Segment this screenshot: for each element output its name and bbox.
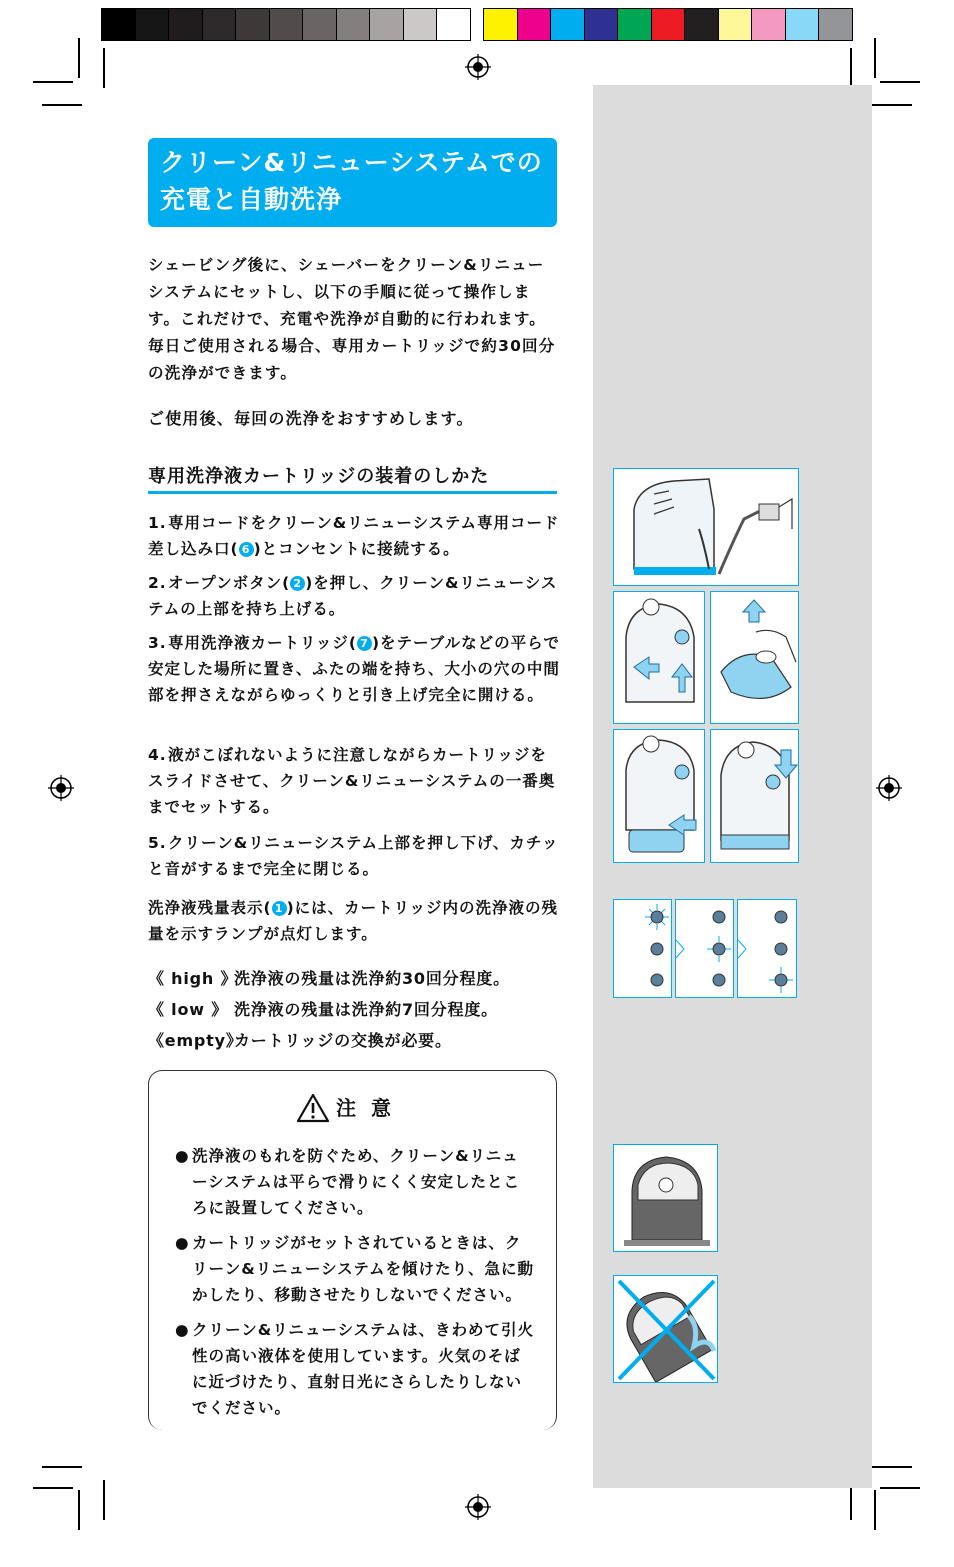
gray-swatch <box>369 8 404 41</box>
step-1 <box>148 510 560 562</box>
step-text: )とコンセントに接続する。 <box>253 540 460 558</box>
level-high <box>148 966 510 989</box>
color-swatch <box>517 8 552 41</box>
crop-mark <box>78 38 80 78</box>
level-tag: 《 high 》 <box>148 969 238 988</box>
level-tag: 《empty》 <box>148 1031 243 1050</box>
step-number: 1. <box>148 514 167 532</box>
bullet-icon: ● <box>175 1234 190 1252</box>
gray-swatch <box>403 8 438 41</box>
level-text: カートリッジの交換が必要。 <box>234 1031 452 1050</box>
gray-swatch <box>235 8 270 41</box>
color-swatch <box>550 8 585 41</box>
recommend-text: ご使用後、毎回の洗浄をおすすめします。 <box>148 409 474 428</box>
color-swatch <box>651 8 686 41</box>
color-swatch <box>584 8 619 41</box>
step-text: オープンボタン( <box>168 574 291 592</box>
gray-swatch <box>101 8 136 41</box>
crop-mark <box>33 1487 73 1489</box>
step-5 <box>148 830 560 882</box>
crop-mark <box>33 81 73 83</box>
registration-mark-icon <box>48 775 74 801</box>
crop-mark <box>42 1466 82 1468</box>
level-tag: 《 low 》 <box>148 1000 228 1019</box>
gray-swatch <box>436 8 471 41</box>
indicator-text: 洗浄液残量表示( <box>148 899 272 917</box>
figure-close-lid <box>710 729 799 863</box>
warning-triangle-icon <box>296 1093 330 1123</box>
caution-item <box>175 1143 535 1221</box>
bullet-icon: ● <box>175 1147 190 1165</box>
figure-open-lid <box>613 591 705 724</box>
level-empty <box>148 1028 452 1051</box>
indicator-empty-panel <box>737 899 797 998</box>
color-swatch <box>617 8 652 41</box>
color-swatch <box>785 8 820 41</box>
gray-swatch <box>302 8 337 41</box>
caution-item <box>175 1230 535 1308</box>
step-2 <box>148 570 560 622</box>
reference-number-badge: 7 <box>357 636 372 651</box>
figure-stable-placement <box>613 1144 718 1252</box>
crop-mark <box>103 1480 105 1520</box>
reference-number-badge: 6 <box>239 542 254 557</box>
caution-item-text: クリーン&リニューシステムは、きわめて引火性の高い液体を使用しています。火気のそばに近づけたり、直射日光にさらしたりしないでください。 <box>192 1321 535 1417</box>
figure-no-tilting <box>613 1275 718 1383</box>
crop-mark <box>880 1487 920 1489</box>
indicator-text: )には、カートリッジ内の洗浄液の残量を示すランプが点灯します。 <box>148 899 559 943</box>
bullet-icon: ● <box>175 1321 190 1339</box>
page-title-line2: 充電と自動洗浄 <box>160 185 343 214</box>
page-title <box>148 138 557 227</box>
registration-mark-icon <box>876 775 902 801</box>
intro-paragraph: シェービング後に、シェーバーをクリーン&リニューシステムにセットし、以下の手順に従って操作します。これだけで、充電や洗浄が自動的に行われます。毎日ご使用される場合、専用カートリッジで約30回分の洗浄ができます。 <box>148 256 556 382</box>
registration-mark-icon <box>465 1494 491 1520</box>
level-text: 洗浄液の残量は洗浄約7回分程度。 <box>234 1000 498 1019</box>
crop-mark <box>850 48 852 88</box>
crop-mark <box>874 1490 876 1530</box>
caution-item-text: 洗浄液のもれを防ぐため、クリーン&リニューシステムは平らで滑りにくく安定したところに設置してください。 <box>192 1147 520 1217</box>
crop-mark <box>872 1466 912 1468</box>
color-swatch <box>751 8 786 41</box>
registration-mark-icon <box>465 54 491 80</box>
section-heading: 専用洗浄液カートリッジの装着のしかた <box>148 462 557 494</box>
indicator-high-panel <box>613 899 672 998</box>
indicator-description <box>148 895 560 947</box>
page-title-line1: クリーン&リニューシステムでの <box>160 148 543 177</box>
level-text: 洗浄液の残量は洗浄約30回分程度。 <box>234 969 510 988</box>
gray-swatch <box>336 8 371 41</box>
caution-title: 注 意 <box>336 1096 395 1120</box>
crop-mark <box>872 104 912 106</box>
step-number: 3. <box>148 634 167 652</box>
crop-mark <box>103 48 105 88</box>
crop-mark <box>42 104 82 106</box>
step-text: 液がこぼれないように注意しながらカートリッジをスライドさせて、クリーン&リニューシステムの一番奥までセットする。 <box>148 746 556 816</box>
step-4 <box>148 742 560 820</box>
step-text: 専用洗浄液カートリッジ( <box>168 634 357 652</box>
step-3 <box>148 630 560 708</box>
step-text: 専用コードをクリーン&リニューシステム専用コード差し込み口( <box>148 514 560 558</box>
gray-swatch <box>135 8 170 41</box>
figure-slide-cartridge <box>613 729 705 863</box>
step-text: )を押し、クリーン&リニューシステムの上部を持ち上げる。 <box>148 574 558 618</box>
step-number: 2. <box>148 574 167 592</box>
step-number: 4. <box>148 746 167 764</box>
crop-mark <box>874 38 876 78</box>
gray-swatch <box>168 8 203 41</box>
color-swatch <box>684 8 719 41</box>
step-text: クリーン&リニューシステム上部を押し下げ、カチッと音がするまで完全に閉じる。 <box>148 834 559 878</box>
reference-number-badge: 1 <box>272 901 287 916</box>
color-swatch <box>718 8 753 41</box>
color-swatch <box>483 8 518 41</box>
crop-mark <box>78 1490 80 1530</box>
figure-open-cartridge <box>710 591 799 724</box>
reference-number-badge: 2 <box>290 576 305 591</box>
crop-mark <box>880 81 920 83</box>
caution-item <box>175 1317 535 1421</box>
color-swatch <box>818 8 853 41</box>
figure-connect-cord <box>613 468 799 586</box>
caution-item-text: カートリッジがセットされているときは、クリーン&リニューシステムを傾けたり、急に動かしたり、移動させたりしないでください。 <box>192 1234 535 1304</box>
gray-swatch <box>269 8 304 41</box>
gray-swatch <box>202 8 237 41</box>
level-low <box>148 997 498 1020</box>
step-number: 5. <box>148 834 167 852</box>
indicator-low-panel <box>675 899 734 998</box>
step-text: )をテーブルなどの平らで安定した場所に置き、ふたの端を持ち、大小の穴の中間部を押さえながらゆっくりと引き上げ完全に開ける。 <box>148 634 561 704</box>
